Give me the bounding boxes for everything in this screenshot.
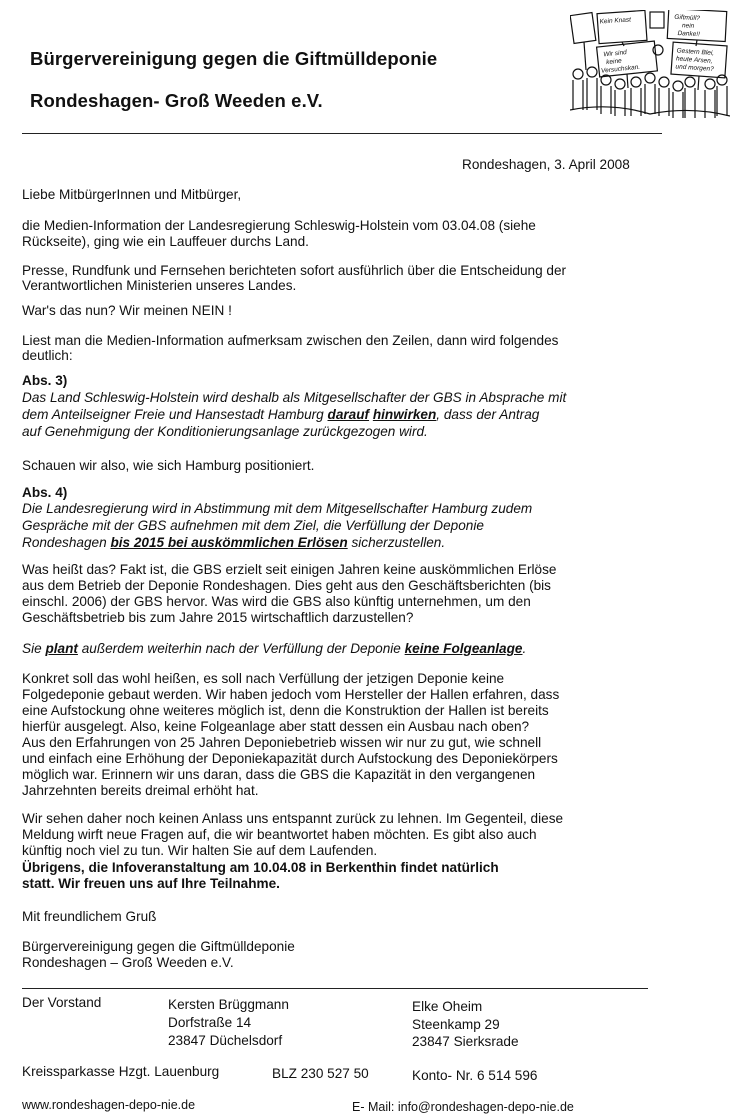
svg-text:Danke!!: Danke!!	[677, 29, 701, 39]
signature-line-1: Bürgervereinigung gegen die Giftmülldeponie	[22, 939, 295, 954]
paragraph-9-line-2: Meldung wirft neue Fragen auf, die wir beantwortet haben möchten. Es gibt also auch	[22, 827, 537, 842]
header-divider	[22, 133, 662, 134]
svg-text:Versuchskan.: Versuchskan.	[600, 63, 641, 75]
place-date: Rondeshagen, 3. April 2008	[462, 157, 630, 172]
abs4-line-1: Die Landesregierung wird in Abstimmung mit dem Mitgesellschafter Hamburg zudem	[22, 501, 533, 516]
paragraph-8-line-7: möglich war. Erinnern wir uns daran, dass die GBS die Kapazität in den vergangenen	[22, 767, 536, 782]
email-link[interactable]: E- Mail: info@rondeshagen-depo-nie.de	[352, 1100, 574, 1114]
event-notice-line-2: statt. Wir freuen uns auf Ihre Teilnahme.	[22, 876, 280, 891]
abs3-line-2-end: , dass der Antrag	[436, 407, 540, 422]
paragraph-1-line-2: Rückseite), ging wie ein Lauffeuer durchs Land.	[22, 234, 309, 249]
abs4-heading: Abs. 4)	[22, 485, 68, 500]
paragraph-9-line-1: Wir sehen daher noch keinen Anlass uns entspannt zurück zu lehnen. Im Gegenteil, diese	[22, 811, 564, 826]
paragraph-1-line-1: die Medien-Information der Landesregierung Schleswig-Holstein vom 03.04.08 (siehe	[22, 218, 536, 233]
person1-city: 23847 Düchelsdorf	[168, 1033, 283, 1048]
svg-text:Gestern Blei,: Gestern Blei,	[676, 47, 715, 58]
abs3-line-2	[22, 406, 539, 423]
paragraph-2-line-2: Verantwortlichen Ministerien unseres Landes.	[22, 278, 297, 293]
abs3-line-1: Das Land Schleswig-Holstein wird deshalb als Mitgesellschafter der GBS in Absprache mit	[22, 390, 567, 405]
paragraph-2-line-1: Presse, Rundfunk und Fernsehen berichteten sofort ausführlich über die Entscheidung der	[22, 263, 567, 278]
event-notice-line-1: Übrigens, die Infoveranstaltung am 10.04.08 in Berkenthin findet natürlich	[22, 860, 499, 875]
paragraph-8-line-3: eine Aufstockung ohne weiteres möglich ist, denn die Konstruktion der Hallen ist bereits	[22, 703, 549, 718]
abs3-line-2-text: dem Anteilseigner Freie und Hansestadt Hamburg	[22, 407, 328, 422]
paragraph-6-line-3: einschl. 2006) der GBS hervor. Was wird die GBS also künftig unternehmen, um den	[22, 594, 531, 609]
svg-text:keine: keine	[605, 57, 623, 67]
paragraph-8-line-2: Folgedeponie gebaut werden. Wir haben jedoch vom Hersteller der Hallen erfahren, dass	[22, 687, 560, 702]
svg-text:Giftmüll?: Giftmüll?	[674, 13, 701, 23]
account-number: Konto- Nr. 6 514 596	[412, 1068, 538, 1083]
closing: Mit freundlichem Gruß	[22, 909, 157, 924]
abs4-line-3-end: sicherzustellen.	[347, 535, 446, 550]
svg-text:und morgen?: und morgen?	[675, 63, 714, 74]
paragraph-6-line-1: Was heißt das? Fakt ist, die GBS erzielt seit einigen Jahren keine auskömmlichen Erlöse	[22, 562, 557, 577]
paragraph-5: Schauen wir also, wie sich Hamburg positioniert.	[22, 458, 315, 473]
salutation: Liebe MitbürgerInnen und Mitbürger,	[22, 187, 242, 202]
paragraph-8-line-1: Konkret soll das wohl heißen, es soll nach Verfüllung der jetzigen Deponie keine	[22, 671, 505, 686]
person2-city: 23847 Sierksrade	[412, 1034, 519, 1049]
paragraph-4-line-2: deutlich:	[22, 348, 73, 363]
abs4-line-3-text: Rondeshagen	[22, 535, 111, 550]
person2-name: Elke Oheim	[412, 999, 483, 1014]
emphasis-bis-2015: bis 2015 bei auskömmlichen Erlösen	[110, 535, 348, 550]
org-title-line1: Bürgervereinigung gegen die Giftmülldeponie	[30, 48, 438, 69]
board-label: Der Vorstand	[22, 995, 102, 1010]
abs4-line-2: Gespräche mit der GBS aufnehmen mit dem Ziel, die Verfüllung der Deponie	[22, 518, 484, 533]
paragraph-7-start: Sie	[22, 641, 46, 656]
paragraph-4-line-1: Liest man die Medien-Information aufmerksam zwischen den Zeilen, dann wird folgendes	[22, 333, 559, 348]
paragraph-8-line-5: Aus den Erfahrungen von 25 Jahren Deponiebetrieb wissen wir nur zu gut, wie schnell	[22, 735, 542, 750]
person1-name: Kersten Brüggmann	[168, 997, 289, 1012]
emphasis-keine-folgeanlage: keine Folgeanlage	[404, 641, 523, 656]
person1-street: Dorfstraße 14	[168, 1015, 252, 1030]
bank-name: Kreissparkasse Hzgt. Lauenburg	[22, 1064, 220, 1079]
svg-text:heute Arsen,: heute Arsen,	[675, 55, 713, 65]
paragraph-6-line-4: Geschäftsbetrieb bis zum Jahre 2015 wirtschaftlich darzustellen?	[22, 610, 414, 625]
abs3-line-3: auf Genehmigung der Konditionierungsanlage zurückgezogen wird.	[22, 424, 428, 439]
footer-divider	[22, 988, 648, 989]
paragraph-8-line-6: und einfach eine Erhöhung der Deponiekapazität durch Aufstockung des Deponiekörpers	[22, 751, 558, 766]
paragraph-7-end: .	[522, 641, 527, 656]
svg-text:nein: nein	[681, 22, 695, 30]
signature-line-2: Rondeshagen – Groß Weeden e.V.	[22, 955, 234, 970]
paragraph-8-line-4: hierfür ausgelegt. Also, keine Folgeanlage aber statt dessen ein Ausbau nach oben?	[22, 719, 530, 734]
paragraph-6-line-2: aus dem Betrieb der Deponie Rondeshagen. Dies geht aus den Geschäftsberichten (bis	[22, 578, 551, 593]
website-link[interactable]: www.rondeshagen-depo-nie.de	[22, 1098, 196, 1112]
emphasis-darauf: darauf	[327, 407, 370, 422]
svg-text:Kein Knast: Kein Knast	[599, 16, 632, 26]
protest-crowd-icon	[570, 10, 730, 120]
person2-street: Steenkamp 29	[412, 1017, 500, 1032]
paragraph-7	[22, 640, 526, 657]
svg-text:Wir sind: Wir sind	[603, 49, 628, 59]
emphasis-plant: plant	[45, 641, 78, 656]
abs4-line-3	[22, 534, 445, 551]
emphasis-hinwirken: hinwirken	[372, 407, 437, 422]
org-title-line2: Rondeshagen- Groß Weeden e.V.	[30, 90, 323, 111]
abs3-heading: Abs. 3)	[22, 373, 68, 388]
bank-code: BLZ 230 527 50	[272, 1066, 369, 1081]
paragraph-8-line-8: Jahrzehnten bereits dreimal erhöht hat.	[22, 783, 259, 798]
paragraph-9-line-3: künftig noch viel zu tun. Wir halten Sie auf dem Laufenden.	[22, 843, 378, 858]
protest-logo	[570, 10, 730, 120]
paragraph-3: War's das nun? Wir meinen NEIN !	[22, 303, 232, 318]
paragraph-7-middle: außerdem weiterhin nach der Verfüllung der Deponie	[77, 641, 405, 656]
